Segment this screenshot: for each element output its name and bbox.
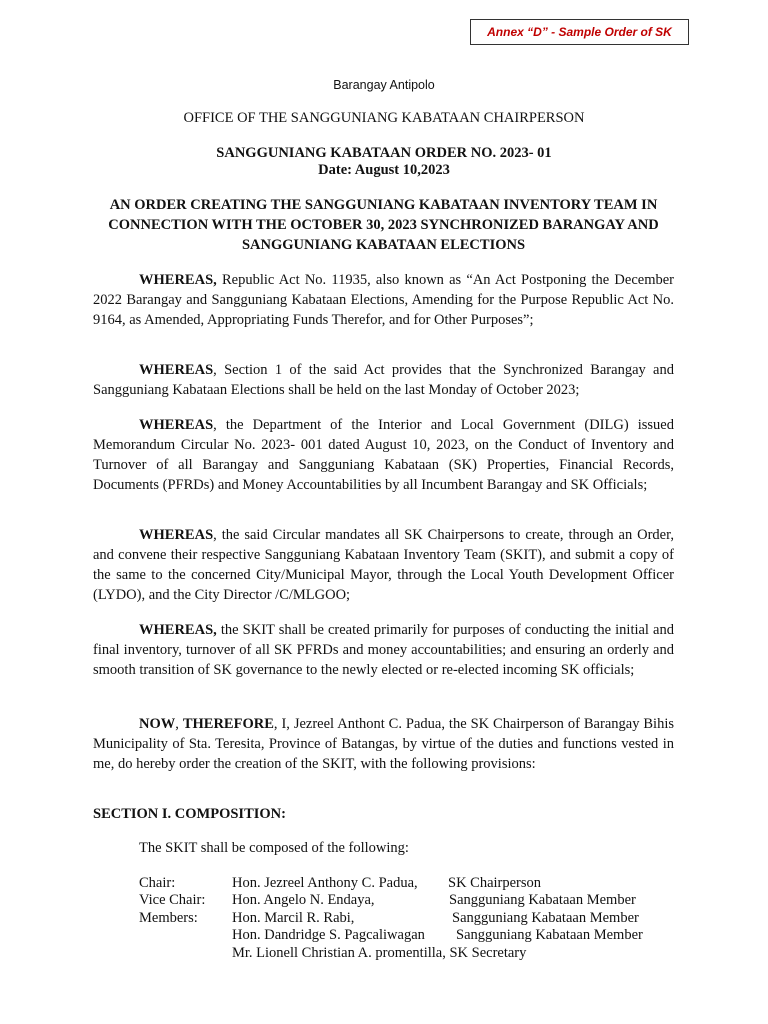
- whereas-paragraph-1: [93, 270, 674, 330]
- whereas-paragraph-4: [93, 525, 674, 605]
- whereas-paragraph-5: [93, 620, 674, 680]
- now-separator: ,: [175, 716, 183, 732]
- order-number-block: [0, 145, 768, 179]
- member-position: SK Chairperson: [448, 875, 542, 891]
- whereas-paragraph-3: [93, 415, 674, 495]
- member-name: Hon. Jezreel Anthony C. Padua,: [232, 875, 418, 891]
- section-title: SECTION I. COMPOSITION:: [93, 806, 286, 822]
- office-heading: OFFICE OF THE SANGGUNIANG KABATAAN CHAIRPERSON: [183, 110, 585, 126]
- order-title: AN ORDER CREATING THE SANGGUNIANG KABATAAN INVENTORY TEAM IN CONNECTION WITH THE OCTOBER 30, 2023 SYNCHRONIZED BARANGAY AND SANGGUNIANG KABATAAN ELECTIONS: [108, 197, 659, 253]
- member-position: Sangguniang Kabataan Member: [452, 909, 639, 926]
- member-role: Chair:: [139, 875, 176, 891]
- whereas-lead: WHEREAS,: [139, 622, 217, 638]
- whereas-text: , Section 1 of the said Act provides that the Synchronized Barangay and Sangguniang Kabataan Elections shall be held on the last Monday of October 2023;: [93, 362, 674, 398]
- order-date: Date: August 10,2023: [318, 162, 450, 178]
- member-role: Vice Chair:: [139, 892, 206, 909]
- whereas-lead: WHEREAS: [139, 417, 214, 433]
- section-intro: The SKIT shall be composed of the following:: [139, 840, 409, 856]
- now-therefore-paragraph: [93, 714, 674, 774]
- whereas-text: the SKIT shall be created primarily for purposes of conducting the initial and final inventory, turnover of all SK PFRDs and money accountabilities; and ensuring an orderly and smooth transition of SK governance to the newly elected or re-elected incoming SK officials;: [93, 622, 674, 678]
- whereas-text: Republic Act No. 11935, also known as “An Act Postponing the December 2022 Barangay and Sangguniang Kabataan Elections, Amending for the Purpose Republic Act No. 9164, as Amended, Appropriating Funds Therefor, and for Other Purposes”;: [93, 272, 674, 328]
- order-number: SANGGUNIANG KABATAAN ORDER NO. 2023- 01: [216, 145, 552, 161]
- therefore-lead: THEREFORE: [182, 716, 274, 732]
- member-name: Hon. Dandridge S. Pagcaliwagan: [232, 927, 425, 944]
- barangay-name: Barangay Antipolo: [333, 78, 435, 92]
- annex-label: Annex “D” - Sample Order of SK: [470, 19, 689, 45]
- whereas-text: , the Department of the Interior and Local Government (DILG) issued Memorandum Circular No. 2023- 001 dated August 10, 2023, on the Conduct of Inventory and Turnover of all Barangay and Sangguniang Kabataan (SK) Properties, Financial Records, Documents (PFRDs) and Money Accountabilities by all Incumbent Barangay and SK Officials;: [93, 417, 674, 493]
- whereas-text: , the said Circular mandates all SK Chairpersons to create, through an Order, and convene their respective Sangguniang Kabataan Inventory Team (SKIT), and submit a copy of the same to the concerned City/Municipal Mayor, through the Local Youth Development Officer (LYDO), and the City Director /C/MLGOO;: [93, 527, 674, 603]
- now-lead: NOW: [139, 716, 176, 732]
- member-name: Hon. Marcil R. Rabi,: [232, 909, 355, 926]
- member-position: Sangguniang Kabataan Member: [456, 927, 643, 944]
- member-name: Hon. Angelo N. Endaya,: [232, 892, 375, 909]
- whereas-lead: WHEREAS: [139, 527, 214, 543]
- member-name: Mr. Lionell Christian A. promentilla, SK Secretary: [232, 944, 527, 961]
- member-role: Members:: [139, 909, 198, 926]
- member-position: Sangguniang Kabataan Member: [449, 892, 636, 909]
- whereas-paragraph-2: [93, 360, 674, 400]
- now-therefore-text: , I, Jezreel Anthont C. Padua, the SK Chairperson of Barangay Bihis Municipality of Sta. Teresita, Province of Batangas, by virtue of the duties and functions vested in me, do hereby order the creation of the SKIT, with the following provisions:: [93, 716, 675, 772]
- whereas-lead: WHEREAS: [139, 362, 214, 378]
- whereas-lead: WHEREAS,: [139, 272, 217, 288]
